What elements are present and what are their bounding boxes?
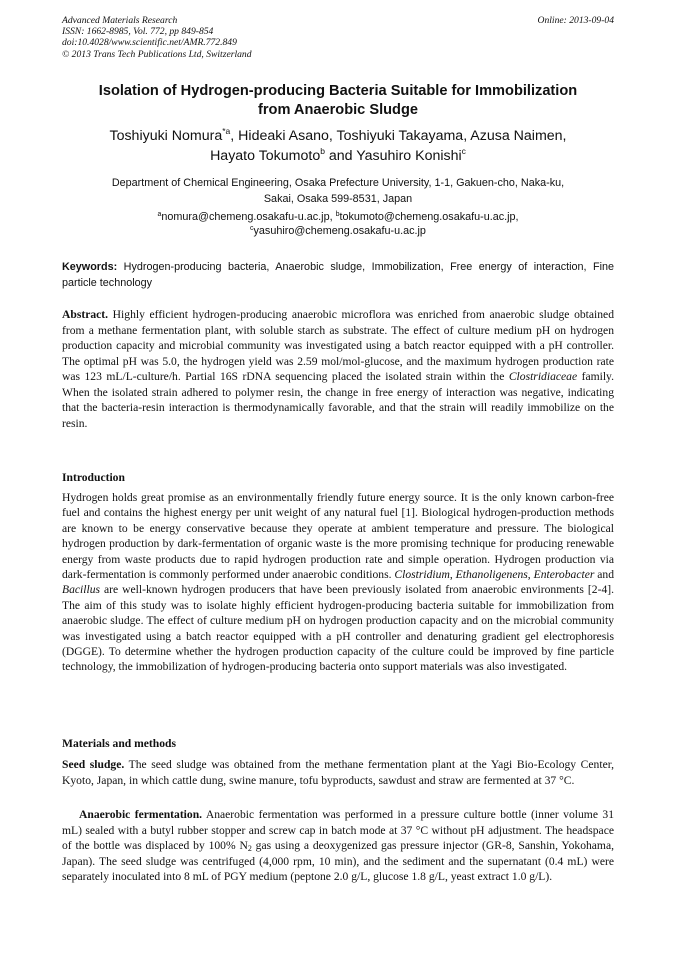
fermentation-label: Anaerobic fermentation. xyxy=(79,808,203,821)
methods-heading: Materials and methods xyxy=(62,737,177,750)
title-line-2: from Anaerobic Sludge xyxy=(257,102,418,118)
anaerobic-fermentation-paragraph xyxy=(62,807,614,885)
online-date: Online: 2013-09-04 xyxy=(537,15,614,26)
author-mark: c xyxy=(461,145,466,156)
email-mark: b xyxy=(335,211,340,218)
abstract-text: Highly efficient hydrogen-producing anaerobic microflora was enriched from anaerobic sludge obtained from a methane fermentation plant, with soluble starch as substrate. The effect of culture medium pH on hydrogen production capacity and microbial community was investigated using a batch reactor equipped with a pH controller. The optimal pH was 5.0, the hydrogen yield was 2.59 mol/mol-glucose, and the maximum hydrogen production rate was 123 mL/L-culture/h. Partial 16S rDNA sequencing placed the isolated strain within the xyxy=(62,308,614,383)
journal-name: Advanced Materials Research xyxy=(62,15,178,26)
journal-header xyxy=(62,15,252,60)
title-line-1: Isolation of Hydrogen-producing Bacteria Suitable for Immobilization xyxy=(98,83,578,99)
introduction-body xyxy=(62,490,614,675)
intro-text: are well-known hydrogen producers that have been previously isolated from anaerobic environments [2-4]. The aim of this study was to isolate highly efficient hydrogen-producing bacteria suitable for immobilization from anaerobic sludge. The effect of culture medium pH on hydrogen production capacity and on the microbial community was investigated using a batch reactor equipped with a pH controller and denaturing gradient gel electrophoresis (DGGE). To determine whether the hydrogen production capacity of the culture could be improved by fine particle technology, the immobilization of hydrogen-producing bacteria onto support materials was also investigated. xyxy=(62,583,614,674)
seed-sludge-text: The seed sludge was obtained from the methane fermentation plant at the Yagi Bio-Ecology Center, Kyoto, Japan, in which cattle dung, swine manure, tofu byproducts, sawdust and straw are fermented at 37 °C. xyxy=(62,758,615,787)
seed-sludge-label: Seed sludge. xyxy=(62,758,125,771)
fermentation-text: Anaerobic fermentation was performed in a pressure culture bottle (inner volume 31 mL) sealed with a butyl rubber stopper and screw cap in batch mode at 37 °C without pH adjustment. The headspace of the bottle was displaced by 100% N xyxy=(62,808,615,852)
email-mark: a xyxy=(157,211,162,218)
intro-text: and xyxy=(594,568,615,582)
intro-text: Hydrogen holds great promise as an environmentally friendly future energy source. It is the only known carbon-free fuel and contains the highest energy per unit weight of any natural fuel [1]. Biological hydrogen-production methods are known to be energy conservative because they operate at ambient temperature and pressure. The biological hydrogen production by dark-fermentation of organic waste is the more promising technique for producing renewable energy from waste products due to rapid hydrogen production rate and simple operation. Hydrogen production via dark-fermentation is commonly performed under anaerobic conditions. xyxy=(62,491,614,582)
keywords xyxy=(62,260,614,291)
taxon-name: Ethanoligenens xyxy=(455,568,528,582)
intro-text: , xyxy=(449,568,456,582)
author-name: Hayato Tokumoto xyxy=(210,147,321,164)
email-line-1 xyxy=(62,210,614,224)
subscript: 2 xyxy=(247,844,252,853)
author-name: Toshiyuki Nomura xyxy=(109,128,223,144)
taxon-name: Bacillus xyxy=(62,583,100,597)
email-mark: c xyxy=(250,225,254,232)
keywords-label: Keywords: xyxy=(62,261,118,273)
email-a[interactable]: nomura@chemeng.osakafu-u.ac.jp, xyxy=(161,211,336,223)
copyright-line: © 2013 Trans Tech Publications Ltd, Switzerland xyxy=(62,48,252,60)
author-mark: b xyxy=(320,145,325,156)
email-c[interactable]: yasuhiro@chemeng.osakafu-u.ac.jp xyxy=(253,225,426,237)
issn-line: ISSN: 1662-8985, Vol. 772, pp 849-854 xyxy=(62,26,214,38)
paper-title xyxy=(62,82,614,120)
author-line-1 xyxy=(62,127,614,147)
doi-line: doi:10.4028/www.scientific.net/AMR.772.849 xyxy=(62,37,237,49)
taxon-name: Clostridium xyxy=(394,568,450,582)
author-line-2 xyxy=(62,147,614,167)
seed-sludge-paragraph xyxy=(62,757,614,788)
author-name: and Yasuhiro Konishi xyxy=(324,147,462,164)
introduction-heading: Introduction xyxy=(62,471,125,484)
author-mark: *a xyxy=(222,126,231,136)
affiliation xyxy=(62,176,614,207)
fermentation-text: gas using a deoxygenized gas pressure injector (GR-8, Sanshin, Yokohama, Japan). The seed sludge was centrifuged (4,000 rpm, 10 min), and the sediment and the supernatant (0.4 mL) were separately inoculated into 8 mL of PGY medium (peptone 2.0 g/L, glucose 1.8 g/L, yeast extract 1.0 g/L). xyxy=(62,839,614,883)
abstract-label: Abstract. xyxy=(62,308,109,321)
keywords-text: Hydrogen-producing bacteria, Anaerobic sludge, Immobilization, Free energy of interaction, Fine particle technology xyxy=(62,261,614,289)
email-list xyxy=(62,210,614,238)
author-names: , Hideaki Asano, Toshiyuki Takayama, Azusa Naimen, xyxy=(230,128,567,144)
taxon-name: Clostridiaceae xyxy=(508,370,578,383)
email-line-2 xyxy=(62,224,614,238)
abstract-text: family. When the isolated strain adhered to polymer resin, the change in free energy of interaction was negative, indicating that the bacteria-resin interaction is thermodynamically favorable, and that the strain will readily immobilize on the resin. xyxy=(62,370,614,430)
affiliation-line-2: Sakai, Osaka 599-8531, Japan xyxy=(263,192,413,205)
email-b[interactable]: tokumoto@chemeng.osakafu-u.ac.jp, xyxy=(339,211,519,223)
affiliation-line-1: Department of Chemical Engineering, Osaka Prefecture University, 1-1, Gakuen-cho, Naka-ku, xyxy=(111,177,565,189)
taxon-name: Enterobacter xyxy=(533,568,595,582)
author-list xyxy=(62,127,614,166)
intro-text: , xyxy=(527,568,534,582)
abstract xyxy=(62,307,614,431)
